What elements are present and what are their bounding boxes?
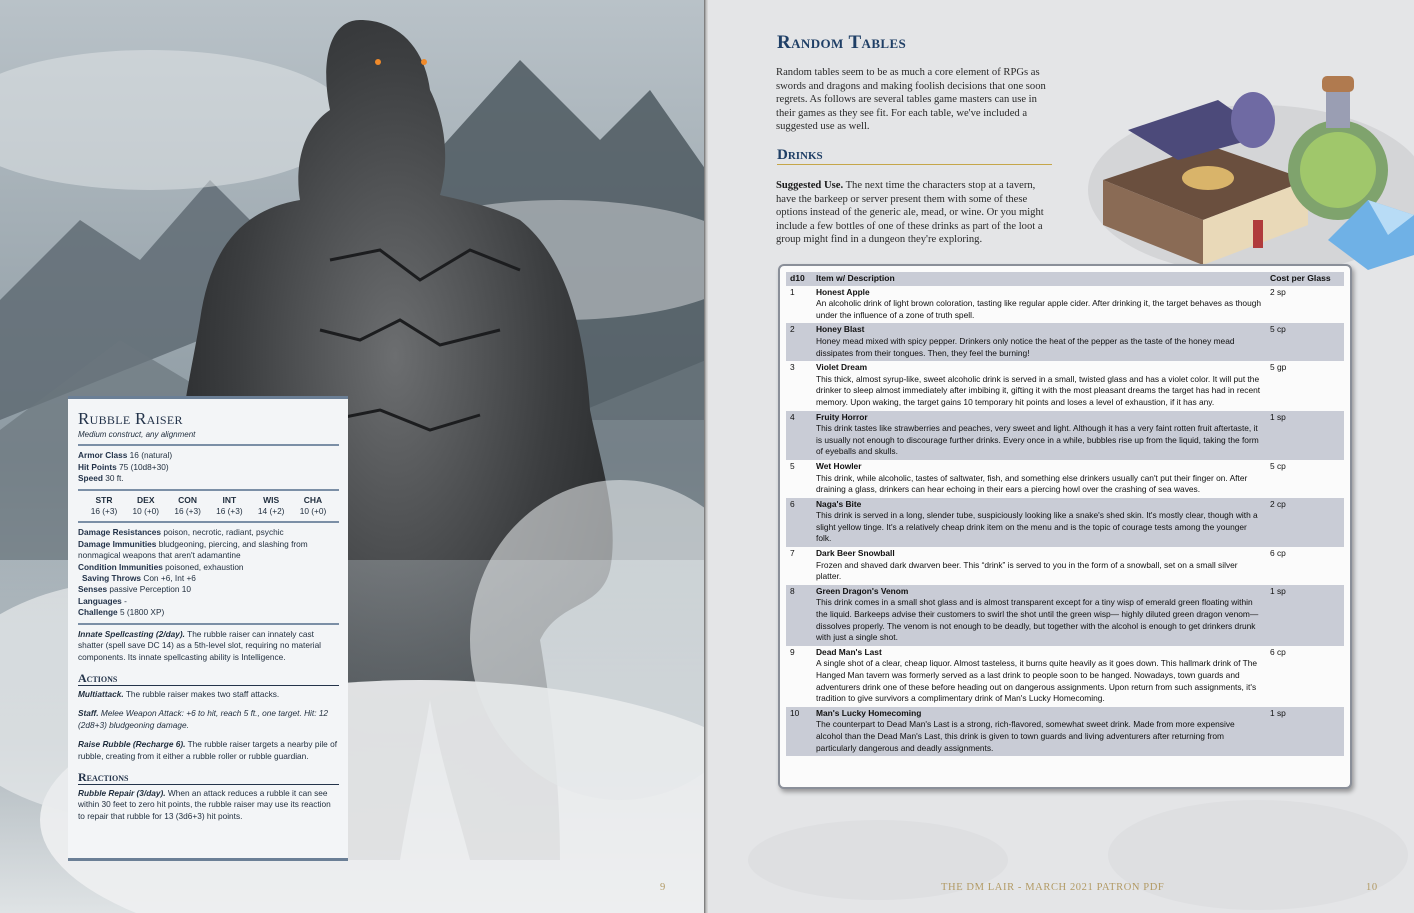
drinks-table: [786, 272, 1344, 756]
drink-name: Violet Dream: [816, 362, 868, 373]
table-row: 8 Green Dragon's Venom This drink comes in a small shot glass and is almost transparent except for a tiny wisp of emerald green floating within the liquid. Barkeeps advise their customers to swirl the shot until the green wisp— highly diluted green dragon venom—dissolves properly. The venom is not enough to be deadly, but together with the alcohol is enough to get drinkers drunk with just a single shot. 1 sp: [786, 585, 1344, 646]
column-header-cost: Cost per Glass: [1266, 272, 1344, 286]
ability-wis: WIS 14 (+2): [257, 494, 285, 517]
drink-description: Honey mead mixed with spicy pepper. Drinkers only notice the heat of the pepper as the taste of the honey mead dissipates from their tongues. Then, they feel the burning!: [816, 335, 1235, 358]
drink-cost: 2 sp: [1270, 286, 1286, 297]
table-row: 2 Honey Blast Honey mead mixed with spicy pepper. Drinkers only notice the heat of the pepper as the taste of the honey mead dissipates from their tongues. Then, they feel the burning! 5 cp: [786, 323, 1344, 361]
divider: [78, 489, 339, 491]
table-row: 9 Dead Man's Last A single shot of a clear, cheap liquor. Almost tasteless, it burns quite heavily as it goes down. This hallmark drink of The Hanged Man tavern was formerly served as a last drink to people soon to be hanged. Nowadays, town guards and adventurers drink one of these before heading out on dangerous assignments. Upon return from such assignments, it's tradition to give survivors a complimentary drink of Man's Lucky Homecoming. 6 cp: [786, 646, 1344, 707]
drink-cost: 1 sp: [1266, 411, 1344, 460]
challenge-line: Challenge 5 (1800 XP): [78, 607, 165, 618]
drink-cost: 5 cp: [1266, 323, 1344, 361]
table-row: 1 Honest Apple An alcoholic drink of light brown coloration, tasting like regular apple cider. After drinking it, the target behaves as though under the influence of a zone of truth spell. 2 sp: [786, 286, 1344, 324]
right-page-number: 10: [1366, 882, 1378, 893]
saving-throws-line: Saving Throws Con +6, Int +6: [82, 573, 196, 584]
drink-description: Frozen and shaved dark dwarven beer. This “drink” is served to you in the form of a snowball, set on a small silver platter.: [816, 559, 1238, 582]
ability-dex: DEX 10 (+0): [132, 494, 160, 517]
suggested-use-paragraph: Suggested Use. The next time the characters stop at a tavern, have the barkeep or server present them with some of these options instead of the generic ale, mead, or wine. Or you might include a few bottles of one of these drinks as part of the loot a group might find in a dungeon they're exploring.: [776, 180, 1044, 246]
drink-description: This thick, almost syrup-like, sweet alcoholic drink is served in a small, twisted glass and has a violet color. It will put the drinker to sleep almost immediately after imbibing it, gifting it with the most pleasant dreams the target has had in recent memory. Upon waking, the target gains 10 temporary hit points and loses a level of exhaustion, if it has any.: [816, 373, 1261, 407]
drink-name: Wet Howler: [816, 460, 862, 471]
drink-name: Green Dragon's Venom: [816, 585, 909, 596]
column-header-item: Item w/ Description: [812, 272, 1266, 286]
damage-immunities-line: Damage Immunities bludgeoning, piercing, and slashing from nonmagical weapons that aren't adamantine: [78, 538, 308, 561]
drink-cost: 6 cp: [1270, 548, 1286, 559]
hit-points-line: Hit Points 75 (10d8+30): [78, 461, 169, 472]
drink-name: Man's Lucky Homecoming: [816, 707, 922, 718]
book-and-potion-illustration: [1068, 60, 1414, 280]
drink-cost: 1 sp: [1266, 585, 1344, 646]
drink-name: Dead Man's Last: [816, 646, 882, 657]
reaction-rubble-repair: Rubble Repair (3/day). When an attack reduces a rubble it can see within 30 feet to zero hit points, the rubble raiser may use its reaction to repair that rubble for 13 (3d6+3) hit points.: [78, 787, 331, 821]
senses-line: Senses passive Perception 10: [78, 584, 192, 595]
drink-cost: 1 sp: [1266, 707, 1344, 756]
ability-con: CON 16 (+3): [174, 494, 201, 517]
divider: [78, 623, 339, 625]
speed-line: Speed 30 ft.: [78, 473, 124, 484]
drink-name: Honey Blast: [816, 324, 865, 335]
divider: [78, 444, 339, 446]
actions-heading: Actions: [78, 671, 339, 686]
trait-innate-spellcasting: Innate Spellcasting (2/day). The rubble raiser can innately cast shatter (spell save DC 14) as a 5th-level slot, requiring no material components. Its innate spellcasting ability is Intelligence.: [78, 628, 322, 662]
drink-name: Honest Apple: [816, 286, 870, 297]
drink-description: A single shot of a clear, cheap liquor. Almost tasteless, it burns quite heavily as it goes down. This hallmark drink of The Hanged Man tavern was formerly served as a last drink to people soon to be hanged. Nowadays, town guards and adventurers drink one of these before heading out on dangerous assignments. Upon return from such assignments, it's tradition to give survivors a complimentary drink of Man's Lucky Homecoming.: [816, 658, 1258, 704]
drink-name: Naga's Bite: [816, 498, 862, 509]
drink-cost: 6 cp: [1270, 646, 1286, 657]
monster-name: Rubble Raiser: [78, 409, 183, 428]
drink-cost: 2 cp: [1266, 498, 1344, 547]
footer-title: THE DM LAIR - MARCH 2021 PATRON PDF: [941, 882, 1165, 893]
action-raise-rubble: Raise Rubble (Recharge 6). The rubble raiser targets a nearby pile of rubble, creating from it either a rubble roller or rubble guardian.: [78, 739, 338, 761]
ability-str: STR 16 (+3): [90, 494, 118, 517]
condition-immunities-line: Condition Immunities poisoned, exhaustion: [78, 561, 244, 572]
intro-paragraph: Random tables seem to be as much a core element of RPGs as swords and dragons and making foolish decisions that one soon regrets. As follows are several tables game masters can use in their games as they see fit. For each table, we've included a suggested use as well.: [776, 67, 1046, 133]
drink-cost: 5 cp: [1270, 460, 1286, 471]
drink-description: An alcoholic drink of light brown coloration, tasting like regular apple cider. After drinking it, the target behaves as though under the influence of a zone of truth spell.: [816, 298, 1262, 320]
drink-description: The counterpart to Dead Man's Last is a strong, rich-flavored, somewhat sweet drink. Made from more expensive alcohol than the Dead Man's Last, this drink is given to town guards and living adventurers after returning from particularly dangerous and deadly assignments.: [816, 719, 1235, 753]
armor-class-line: Armor Class 16 (natural): [78, 450, 173, 461]
table-row: 5 Wet Howler This drink, while alcoholic, tastes of saltwater, fish, and something else drinkers usually can't put their finger on. After draining a glass, drinkers can hear echoing in their ears a piercing howl over the crashing of sea waves. 5 cp: [786, 460, 1344, 498]
table-row: 10 Man's Lucky Homecoming The counterpart to Dead Man's Last is a strong, rich-flavored, somewhat sweet drink. Made from more expensive alcohol than the Dead Man's Last, this drink is given to town guards and living adventurers after returning from particularly dangerous and deadly assignments. 1 sp: [786, 707, 1344, 756]
table-row: 3 Violet Dream This thick, almost syrup-like, sweet alcoholic drink is served in a small, twisted glass and has a violet color. It will put the drinker to sleep almost immediately after imbibing it, gifting it with the most pleasant dreams the target has had in recent memory. Upon waking, the target gains 10 temporary hit points and loses a level of exhaustion, if it has any. 5 gp: [786, 361, 1344, 410]
rubble-raiser-statblock: [68, 396, 348, 861]
ability-int: INT 16 (+3): [216, 494, 243, 517]
drink-cost: 5 gp: [1270, 362, 1287, 373]
paper-texture: [1108, 800, 1408, 910]
monster-type: Medium construct, any alignment: [78, 430, 196, 439]
potion-bottle-icon: [1288, 76, 1388, 220]
left-page-number: 9: [660, 882, 666, 893]
left-page: [0, 0, 706, 913]
right-page: [708, 0, 1414, 913]
drink-description: This drink comes in a small shot glass and is almost transparent except for a tiny wisp of emerald green floating within the liquid. Barkeeps advise their customers to swirl the shot until the green wisp— highly diluted green dragon venom—dissolves properly. The venom is not enough to be deadly, but together with the alcohol is enough to get drinkers drunk with just a single shot.: [816, 597, 1259, 643]
reactions-heading: Reactions: [78, 770, 339, 785]
column-header-d10: d10: [786, 272, 812, 286]
ability-scores: [78, 495, 339, 518]
section-heading: Drinks: [777, 146, 1052, 165]
page-title: Random Tables: [777, 32, 907, 53]
drink-description: This drink is served in a long, slender tube, suspiciously looking like a snake's shed skin. It's mostly clear, though with a slight yellow tinge. It's a relatively cheap drink item on the menu and is the topic of courage tests among the younger folk.: [816, 510, 1258, 544]
table-row: 4 Fruity Horror This drink tastes like strawberries and peaches, very sweet and light. Although it has a very faint rotten fruit aftertaste, it is usually not enough to discourage further drinks. Every once in a while, bubbles rise up from the liquid, taking the form of eyeballs and skulls. 1 sp: [786, 411, 1344, 460]
drink-name: Dark Beer Snowball: [816, 548, 895, 559]
table-header-row: [786, 272, 1344, 286]
table-row: 7 Dark Beer Snowball Frozen and shaved dark dwarven beer. This “drink” is served to you in the form of a snowball, set on a small silver platter. 6 cp: [786, 547, 1344, 585]
languages-line: Languages -: [78, 595, 127, 606]
action-multiattack: Multiattack. The rubble raiser makes two staff attacks.: [78, 688, 280, 699]
drinks-table-box: [778, 264, 1352, 789]
damage-resistances-line: Damage Resistances poison, necrotic, radiant, psychic: [78, 527, 284, 538]
table-row: 6 Naga's Bite This drink is served in a long, slender tube, suspiciously looking like a snake's shed skin. It's mostly clear, though with a slight yellow tinge. It's a relatively cheap drink item on the menu and is the topic of courage tests among the younger folk. 2 cp: [786, 498, 1344, 547]
drink-name: Fruity Horror: [816, 411, 868, 422]
action-staff: Staff. Melee Weapon Attack: +6 to hit, reach 5 ft., one target. Hit: 12 (2d8+3) bludgeoning damage.: [78, 708, 329, 730]
divider: [78, 521, 339, 523]
drink-description: This drink, while alcoholic, tastes of saltwater, fish, and something else drinkers usually can't put their finger on. After draining a glass, drinkers can hear echoing in their ears a piercing howl over the crashing of sea waves.: [816, 472, 1248, 495]
ability-cha: CHA 10 (+0): [299, 494, 327, 517]
drink-description: This drink tastes like strawberries and peaches, very sweet and light. Although it has a very faint rotten fruit aftertaste, it is usually not enough to discourage further drinks. Every once in a while, bubbles rise up from the liquid, taking the form of eyeballs and skulls.: [816, 423, 1259, 457]
